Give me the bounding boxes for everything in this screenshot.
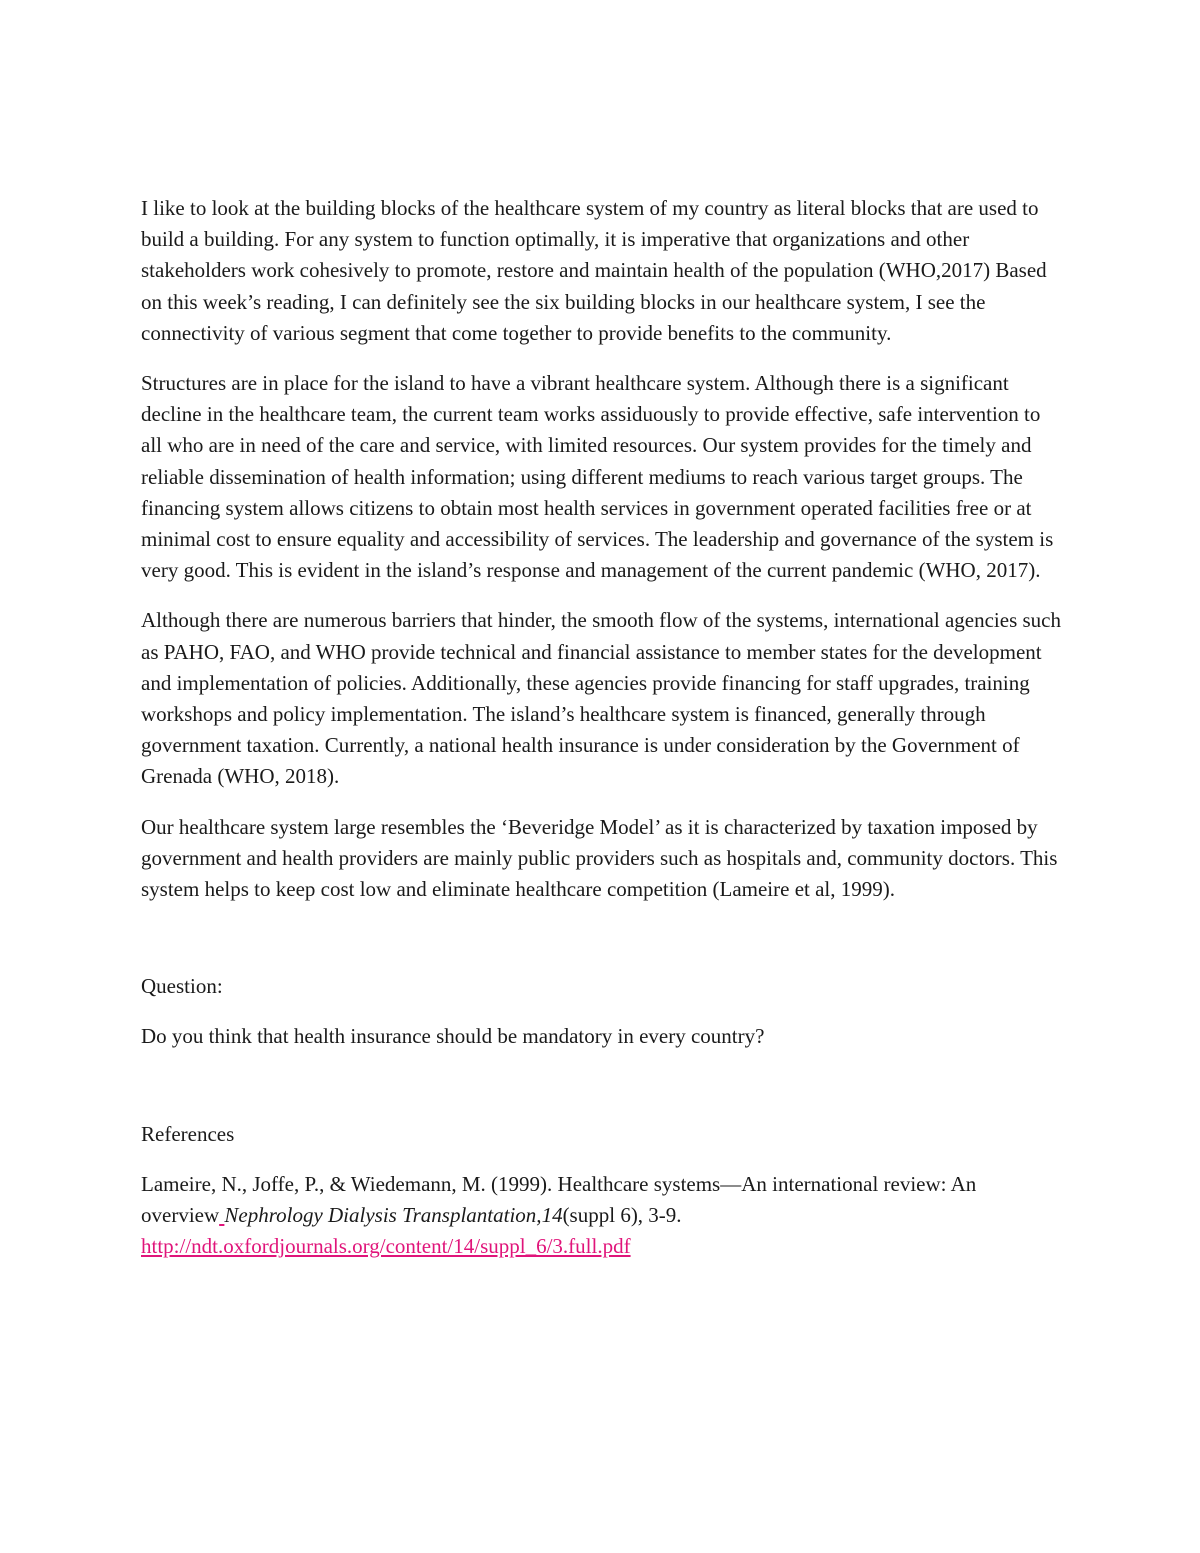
spacer	[141, 924, 1061, 971]
reference-pages: (suppl 6), 3-9.	[562, 1203, 682, 1228]
reference-volume: 14	[541, 1203, 563, 1228]
reference-entry	[141, 1169, 1061, 1263]
paragraph-structures: Structures are in place for the island to have a vibrant healthcare system. Although there is a significant decline in the healthcare team, the current team works assiduously to provide effective, safe intervention to all who are in need of the care and service, with limited resources. Our system provides for the timely and reliable dissemination of health information; using different mediums to reach various target groups. The financing system allows citizens to obtain most health services in government operated facilities free or at minimal cost to ensure equality and accessibility of services. The leadership and governance of the system is very good. This is evident in the island’s response and management of the current pandemic (WHO, 2017).	[141, 371, 1054, 583]
paragraph-barriers: Although there are numerous barriers that hinder, the smooth flow of the systems, international agencies such as PAHO, FAO, and WHO provide technical and financial assistance to member states for the development and implementation of policies. Additionally, these agencies provide financing for staff upgrades, training workshops and policy implementation. The island’s healthcare system is financed, generally through government taxation. Currently, a national health insurance is under consideration by the Government of Grenada (WHO, 2018).	[141, 608, 1061, 789]
paragraph-building-blocks: I like to look at the building blocks of the healthcare system of my country as literal blocks that are used to build a building. For any system to function optimally, it is imperative that organizations and other stakeholders work cohesively to promote, restore and maintain health of the population (WHO,2017) Based on this week’s reading, I can definitely see the six building blocks in our healthcare system, I see the connectivity of various segment that come together to provide benefits to the community.	[141, 196, 1047, 345]
reference-url-link[interactable]: http://ndt.oxfordjournals.org/content/14/suppl_6/3.full.pdf	[141, 1234, 631, 1259]
document-body	[141, 193, 1061, 1262]
paragraph-beveridge-model: Our healthcare system large resembles the ‘Beveridge Model’ as it is characterized by taxation imposed by government and health providers are mainly public providers such as hospitals and, community doctors. This system helps to keep cost low and eliminate healthcare competition (Lameire et al, 1999).	[141, 814, 1058, 902]
question-text: Do you think that health insurance should be mandatory in every country?	[141, 1024, 765, 1049]
question-label: Question:	[141, 974, 223, 999]
reference-authors-title: Lameire, N., Joffe, P., & Wiedemann, M. (1999). Healthcare systems—An international review: An overview	[141, 1171, 977, 1228]
references-heading: References	[141, 1121, 235, 1146]
spacer	[141, 1072, 1061, 1119]
reference-journal: Nephrology Dialysis Transplantation,	[224, 1203, 542, 1228]
